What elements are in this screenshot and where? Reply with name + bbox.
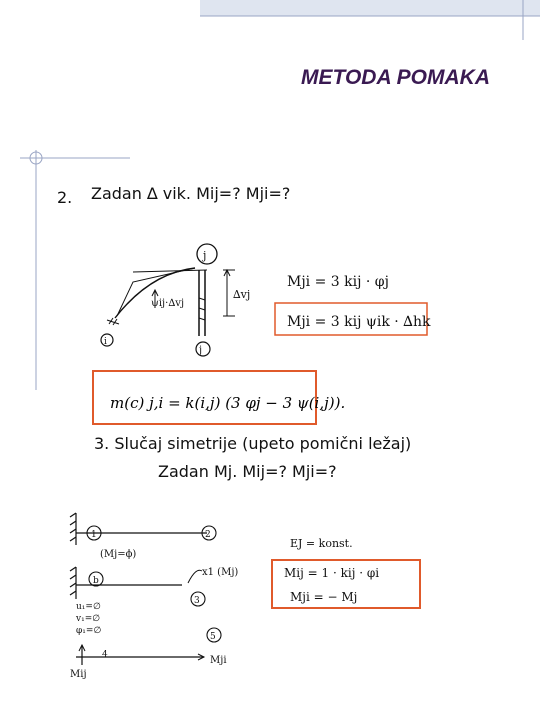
section3-subtitle: Zadan Mj. Mij=? Mji=? [158, 462, 337, 481]
node-circle-top [197, 244, 217, 264]
node-b-label: b [93, 576, 99, 586]
delta-label: ∆vj [233, 288, 251, 301]
node-left-label: i [104, 337, 107, 347]
equation-2: Mji = 3 kij ψik · ∆hk [287, 314, 431, 330]
psi-label: ψij·∆vj [151, 298, 185, 309]
node1-label: 1 [91, 530, 97, 540]
label-mj0: (Mj=ϕ) [100, 549, 137, 560]
slide-title: METODA POMAKA [301, 66, 490, 89]
equation-3: Mij = 1 · kij · φi [284, 566, 380, 580]
node2-label: 2 [205, 530, 211, 540]
bc-v: v₁=∅ [76, 614, 101, 624]
node-bottom-label: j [199, 345, 203, 356]
bc-u: u₁=∅ [76, 602, 101, 612]
equation-1: Mji = 3 kij · φj [287, 274, 389, 290]
node4-label: 4 [102, 650, 108, 660]
label-mji: Mji [210, 655, 227, 666]
item-number: 2. [57, 188, 73, 207]
node-top-label: j [203, 249, 207, 262]
ej-const: EJ = konst. [290, 537, 353, 550]
formula-box [92, 370, 346, 426]
label-x1: x1 (Mj) [202, 567, 239, 578]
item-text: Zadan ∆ vik. Mij=? Mji=? [91, 184, 291, 203]
bc-phi: φ₁=∅ [76, 626, 102, 636]
node3-label: 3 [194, 596, 200, 606]
label-mij: Mij [70, 669, 87, 680]
sketch-figure-1 [95, 228, 435, 373]
section3-title: 3. Slučaj simetrije (upeto pomični ležaj) [94, 434, 412, 453]
sketch-figure-2 [62, 505, 442, 705]
equation-4: Mji = − Mj [290, 590, 358, 604]
node5-label: 5 [210, 632, 216, 642]
formula-text: m(c) j,i = k(i,j) (3 φj − 3 ψ(i,j)). [110, 394, 346, 412]
